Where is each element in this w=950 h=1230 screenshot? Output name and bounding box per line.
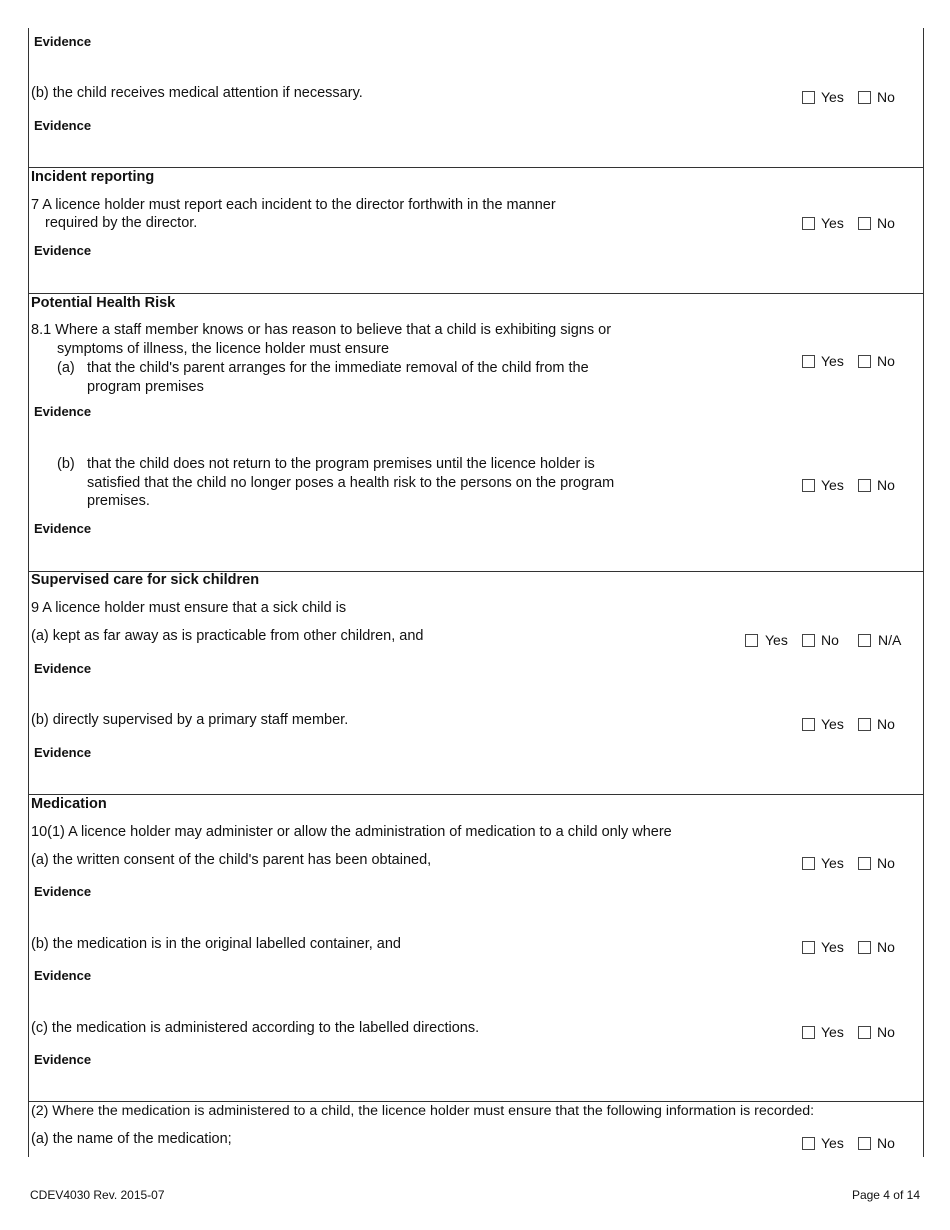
yes-checkbox[interactable] bbox=[802, 1137, 815, 1150]
evidence-label: Evidence bbox=[34, 521, 92, 536]
yes-label: Yes bbox=[821, 939, 844, 955]
yes-checkbox[interactable] bbox=[802, 355, 815, 368]
section-heading-supervised-care: Supervised care for sick children bbox=[31, 572, 260, 588]
section-divider bbox=[29, 293, 923, 294]
yes-checkbox[interactable] bbox=[802, 857, 815, 870]
yes-label: Yes bbox=[821, 215, 844, 231]
form-id: CDEV4030 Rev. 2015-07 bbox=[30, 1188, 165, 1202]
medication-item-b: (b) the medication is in the original labelled container, and bbox=[31, 936, 401, 952]
health-risk-b-line3: premises. bbox=[87, 493, 150, 509]
evidence-label: Evidence bbox=[34, 118, 92, 133]
section-divider bbox=[29, 794, 923, 795]
no-label: No bbox=[877, 939, 895, 955]
no-checkbox[interactable] bbox=[858, 1026, 871, 1039]
yes-label: Yes bbox=[821, 89, 844, 105]
page-number: Page 4 of 14 bbox=[851, 1188, 920, 1202]
supervised-care-intro: 9 A licence holder must ensure that a sick child is bbox=[31, 600, 347, 616]
supervised-care-item-a: (a) kept as far away as is practicable from other children, and bbox=[31, 628, 424, 644]
section-heading-incident-reporting: Incident reporting bbox=[31, 169, 155, 185]
no-checkbox[interactable] bbox=[858, 217, 871, 230]
health-risk-b-line1: that the child does not return to the program premises until the licence holder is bbox=[87, 456, 595, 472]
section-divider bbox=[29, 167, 923, 168]
yes-checkbox[interactable] bbox=[802, 91, 815, 104]
incident-text-line1: 7 A licence holder must report each incident to the director forthwith in the manner bbox=[31, 197, 556, 213]
yes-label: Yes bbox=[821, 353, 844, 369]
no-checkbox[interactable] bbox=[858, 857, 871, 870]
yes-checkbox[interactable] bbox=[745, 634, 758, 647]
no-label: No bbox=[877, 353, 895, 369]
no-label: No bbox=[877, 215, 895, 231]
health-risk-text-line1: 8.1 Where a staff member knows or has reason to believe that a child is exhibiting signs or bbox=[31, 322, 612, 338]
item-b-medical-attention: (b) the child receives medical attention if necessary. bbox=[31, 85, 363, 101]
no-checkbox[interactable] bbox=[858, 718, 871, 731]
section-heading-medication: Medication bbox=[31, 796, 107, 812]
yes-label: Yes bbox=[821, 716, 844, 732]
health-risk-text-line2: symptoms of illness, the licence holder must ensure bbox=[57, 341, 390, 357]
na-label: N/A bbox=[878, 632, 902, 648]
checklist-form bbox=[28, 28, 924, 1157]
no-checkbox[interactable] bbox=[858, 479, 871, 492]
medication-item-a: (a) the written consent of the child's parent has been obtained, bbox=[31, 852, 432, 868]
no-label: No bbox=[877, 716, 895, 732]
medication-item-c: (c) the medication is administered according to the labelled directions. bbox=[31, 1020, 480, 1036]
no-checkbox[interactable] bbox=[858, 941, 871, 954]
yes-checkbox[interactable] bbox=[802, 941, 815, 954]
evidence-label: Evidence bbox=[34, 661, 92, 676]
no-label: No bbox=[821, 632, 839, 648]
evidence-label: Evidence bbox=[34, 968, 92, 983]
no-label: No bbox=[877, 1135, 895, 1151]
incident-text-line2: required by the director. bbox=[45, 215, 198, 231]
section-heading-potential-health-risk: Potential Health Risk bbox=[31, 295, 176, 311]
no-label: No bbox=[877, 855, 895, 871]
medication-records-item-a: (a) the name of the medication; bbox=[31, 1131, 232, 1147]
health-risk-a-line1: that the child's parent arranges for the immediate removal of the child from the bbox=[87, 360, 589, 376]
no-label: No bbox=[877, 477, 895, 493]
supervised-care-item-b: (b) directly supervised by a primary staff member. bbox=[31, 712, 349, 728]
health-risk-a-line2: program premises bbox=[87, 379, 204, 395]
yes-label: Yes bbox=[821, 855, 844, 871]
no-checkbox[interactable] bbox=[858, 1137, 871, 1150]
no-checkbox[interactable] bbox=[858, 91, 871, 104]
no-checkbox[interactable] bbox=[858, 355, 871, 368]
na-checkbox[interactable] bbox=[858, 634, 871, 647]
medication-records-intro: (2) Where the medication is administered to a child, the licence holder must ensure that the following information is recorded: bbox=[31, 1103, 815, 1119]
yes-checkbox[interactable] bbox=[802, 1026, 815, 1039]
evidence-label: Evidence bbox=[34, 745, 92, 760]
no-checkbox[interactable] bbox=[802, 634, 815, 647]
evidence-label: Evidence bbox=[34, 1052, 92, 1067]
health-risk-b-line2: satisfied that the child no longer poses a health risk to the persons on the program bbox=[87, 475, 615, 491]
yes-label: Yes bbox=[765, 632, 788, 648]
evidence-label: Evidence bbox=[34, 884, 92, 899]
no-label: No bbox=[877, 1024, 895, 1040]
yes-label: Yes bbox=[821, 1024, 844, 1040]
yes-label: Yes bbox=[821, 1135, 844, 1151]
yes-label: Yes bbox=[821, 477, 844, 493]
yes-checkbox[interactable] bbox=[802, 718, 815, 731]
yes-checkbox[interactable] bbox=[802, 479, 815, 492]
medication-intro: 10(1) A licence holder may administer or allow the administration of medication to a child only where bbox=[31, 824, 672, 840]
no-label: No bbox=[877, 89, 895, 105]
yes-checkbox[interactable] bbox=[802, 217, 815, 230]
item-marker-b: (b) bbox=[57, 456, 75, 472]
evidence-label: Evidence bbox=[34, 404, 92, 419]
item-marker-a: (a) bbox=[57, 360, 75, 376]
evidence-label: Evidence bbox=[34, 243, 92, 258]
evidence-label: Evidence bbox=[34, 34, 92, 49]
